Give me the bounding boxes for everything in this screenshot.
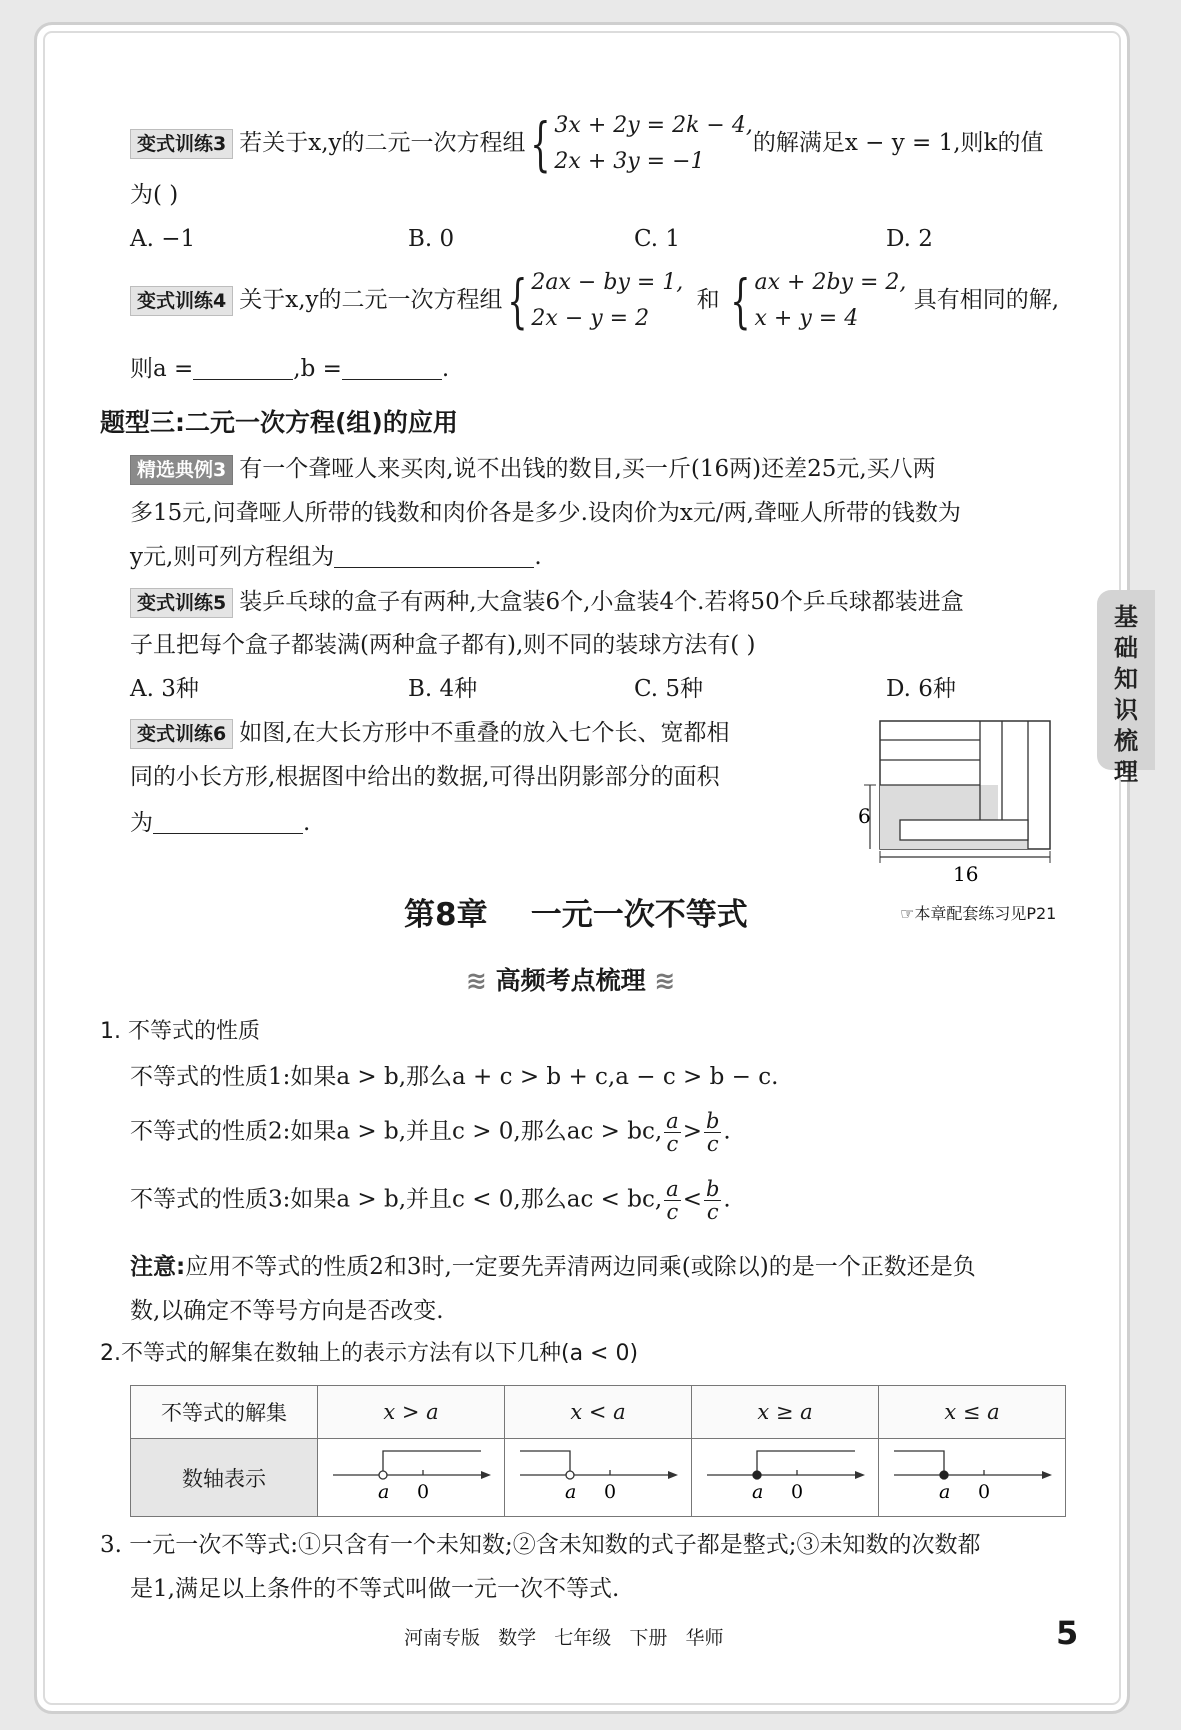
exercise5-line2: 子且把每个盒子都装满(两种盒子都有),则不同的装球方法有( ) <box>130 632 756 658</box>
table-row <box>131 1439 1066 1517</box>
exercise3-option-b[interactable]: B. 0 <box>408 226 455 252</box>
number-line-le <box>879 1439 1066 1517</box>
table-col-ge: x ≥ a <box>692 1386 879 1439</box>
example3-line2: 多15元,问聋哑人所带的钱数和肉价各是多少.设肉价为x元/两,聋哑人所带的钱数为 <box>130 500 961 526</box>
exercise3-option-d[interactable]: D. 2 <box>886 226 933 252</box>
axis-label-a: a <box>565 1481 577 1503</box>
point3-line1: 3. 一元一次不等式:①只含有一个未知数;②含未知数的式子都是整式;③未知数的次数都 <box>100 1532 981 1558</box>
chapter-title: 第8章 一元一次不等式 <box>404 897 748 933</box>
exercise5-option-d[interactable]: D. 6种 <box>886 676 956 702</box>
wave-deco-left-icon: ≋ <box>466 966 487 995</box>
exercise4-answer-b-label: ,b = <box>293 356 342 382</box>
table-col-gt: x > a <box>318 1386 505 1439</box>
exercise3-brace: { <box>529 110 551 178</box>
property2-frac-a: $\frac{a}{c}$ <box>666 1109 679 1156</box>
exercise3-system <box>554 108 752 180</box>
property2-row <box>130 1110 731 1155</box>
property3-frac-b: $\frac{b}{c}$ <box>705 1177 720 1224</box>
example3-line3 <box>130 540 542 574</box>
example3-line3-text: y元,则可列方程组为 <box>130 544 335 570</box>
exercise3-eq1: 3x + 2y = 2k − 4, <box>554 113 753 138</box>
note-line1-text: 应用不等式的性质2和3时,一定要先弄清两边同乘(或除以)的是一个正数还是负 <box>185 1254 976 1280</box>
exercise3-option-a[interactable]: A. −1 <box>130 226 196 252</box>
point2-title: 2.不等式的解集在数轴上的表示方法有以下几种(a < 0) <box>100 1341 639 1366</box>
exercise4-system1 <box>531 265 683 337</box>
exercise6-figure <box>850 715 1060 885</box>
number-line-lt <box>505 1439 692 1517</box>
exercise6-line2: 同的小长方形,根据图中给出的数据,可得出阴影部分的面积 <box>130 764 720 790</box>
solution-set-table <box>130 1385 1066 1517</box>
number-line-gt <box>318 1439 505 1517</box>
example3-answer-blank[interactable] <box>334 541 534 568</box>
exercise6-line1-text: 如图,在大长方形中不重叠的放入七个长、宽都相 <box>239 720 730 746</box>
exercise3-eq2: 2x + 3y = −1 <box>554 149 705 174</box>
axis-label-a: a <box>378 1481 390 1503</box>
table-col-le: x ≤ a <box>879 1386 1066 1439</box>
exercise3-option-c[interactable]: C. 1 <box>634 226 681 252</box>
number-line-lt-svg <box>508 1440 688 1510</box>
open-circle-icon <box>566 1471 574 1479</box>
axis-label-0: 0 <box>604 1481 617 1503</box>
chapter-reference-text: 本章配套练习见P21 <box>914 904 1057 923</box>
point1-title: 1. 不等式的性质 <box>100 1019 260 1044</box>
note-line2: 数,以确定不等号方向是否改变. <box>130 1298 444 1324</box>
exercise4-answer-a-label: 则a = <box>130 356 194 382</box>
wave-deco-right-icon: ≋ <box>654 966 676 995</box>
exercise4-tag: 变式训练4 <box>130 286 233 316</box>
exercise4-answer-line <box>130 352 449 386</box>
side-tab-basic-knowledge[interactable] <box>1097 590 1155 786</box>
axis-label-a: a <box>939 1481 951 1503</box>
exercise4-line1 <box>130 265 1059 337</box>
number-line-ge-svg <box>695 1440 875 1510</box>
property2-sign: > <box>682 1118 702 1145</box>
table-row-head-axis: 数轴表示 <box>131 1439 318 1517</box>
example3-line1 <box>130 452 936 486</box>
table-row <box>131 1386 1066 1439</box>
table-row-head-solution: 不等式的解集 <box>131 1386 318 1439</box>
property3-sign: < <box>682 1186 702 1213</box>
exercise5-tag: 变式训练5 <box>130 588 233 618</box>
axis-label-0: 0 <box>417 1481 430 1503</box>
table-col-lt: x < a <box>505 1386 692 1439</box>
example3-tag: 精选典例3 <box>130 455 233 485</box>
exercise5-line1-text: 装乒乓球的盒子有两种,大盒装6个,小盒装4个.若将50个乒乓球都装进盒 <box>239 589 964 615</box>
page-number: 5 <box>1056 1614 1079 1652</box>
exercise4-system2 <box>755 265 907 337</box>
axis-label-a: a <box>752 1481 764 1503</box>
exercise4-sys1-eq2: 2x − y = 2 <box>531 306 650 331</box>
exercise3-text-b: 的解满足x − y = 1,则k的值 <box>752 130 1044 156</box>
pointing-hand-icon: ☞ <box>900 904 915 923</box>
note-line1 <box>130 1250 976 1284</box>
number-line-gt-svg <box>321 1440 501 1510</box>
number-line-ge <box>692 1439 879 1517</box>
exercise4-answer-a-blank[interactable] <box>193 353 293 380</box>
exercise5-option-a[interactable]: A. 3种 <box>130 676 199 702</box>
note-label: 注意: <box>130 1254 186 1280</box>
exercise4-sys2-eq1: ax + 2by = 2, <box>754 270 907 295</box>
exercise4-brace1: { <box>506 267 528 335</box>
exercise3-text-c: 为( ) <box>130 182 179 208</box>
filled-circle-icon <box>753 1471 761 1479</box>
exercise4-text-b: 具有相同的解, <box>913 287 1060 313</box>
exercise4-brace2: { <box>729 267 751 335</box>
section3-title: 题型三:二元一次方程(组)的应用 <box>100 408 458 437</box>
property2-frac-b: $\frac{b}{c}$ <box>705 1109 720 1156</box>
chapter-reference[interactable] <box>900 902 1056 926</box>
exercise4-text-a: 关于x,y的二元一次方程组 <box>239 287 503 313</box>
axis-label-0: 0 <box>791 1481 804 1503</box>
axis-label-0: 0 <box>978 1481 991 1503</box>
exercise5-line1 <box>130 585 964 619</box>
figure-label-width: 16 <box>953 862 979 885</box>
point3-line2: 是1,满足以上条件的不等式叫做一元一次不等式. <box>130 1576 620 1602</box>
exercise6-tag: 变式训练6 <box>130 719 233 749</box>
exercise6-line3-text: 为 <box>130 810 153 836</box>
example3-end: . <box>534 544 542 570</box>
property3-row <box>130 1178 731 1223</box>
property3-text: 不等式的性质3:如果a > b,并且c < 0,那么ac < bc, <box>130 1186 663 1213</box>
side-tab-label: 基础知识梳理 <box>1114 603 1138 786</box>
number-line-le-svg <box>882 1440 1062 1510</box>
exercise3-tag: 变式训练3 <box>130 129 233 159</box>
figure-bottom-rect <box>900 820 1028 840</box>
filled-circle-icon <box>940 1471 948 1479</box>
exercise4-sys1-eq1: 2ax − by = 1, <box>531 270 684 295</box>
exercise6-line3 <box>130 806 310 840</box>
exercise3-line1 <box>130 108 1043 180</box>
figure-label-height: 6 <box>858 804 871 828</box>
property3-frac-a: $\frac{a}{c}$ <box>666 1177 679 1224</box>
property3-period: . <box>723 1186 731 1213</box>
footer-text: 河南专版 数学 七年级 下册 华师 <box>404 1627 724 1649</box>
example3-line1-text: 有一个聋哑人来买肉,说不出钱的数目,买一斤(16两)还差25元,买八两 <box>239 456 936 482</box>
exercise5-option-b[interactable]: B. 4种 <box>408 676 478 702</box>
chapter-subtitle: 高频考点梳理 <box>495 966 646 995</box>
chapter-subtitle-row <box>466 963 675 999</box>
property2-period: . <box>723 1118 731 1145</box>
property1: 不等式的性质1:如果a > b,那么a + c > b + c,a − c > b − c. <box>130 1064 779 1090</box>
exercise5-option-c[interactable]: C. 5种 <box>634 676 704 702</box>
exercise4-answer-b-blank[interactable] <box>342 353 442 380</box>
exercise6-answer-blank[interactable] <box>153 807 303 834</box>
exercise6-end: . <box>303 810 311 836</box>
open-circle-icon <box>379 1471 387 1479</box>
exercise6-line1 <box>130 716 730 750</box>
property2-text: 不等式的性质2:如果a > b,并且c > 0,那么ac > bc, <box>130 1118 663 1145</box>
exercise4-sys2-eq2: x + y = 4 <box>754 306 859 331</box>
exercise4-and: 和 <box>696 287 720 313</box>
exercise4-end: . <box>441 356 450 382</box>
exercise3-text-a: 若关于x,y的二元一次方程组 <box>239 130 526 156</box>
